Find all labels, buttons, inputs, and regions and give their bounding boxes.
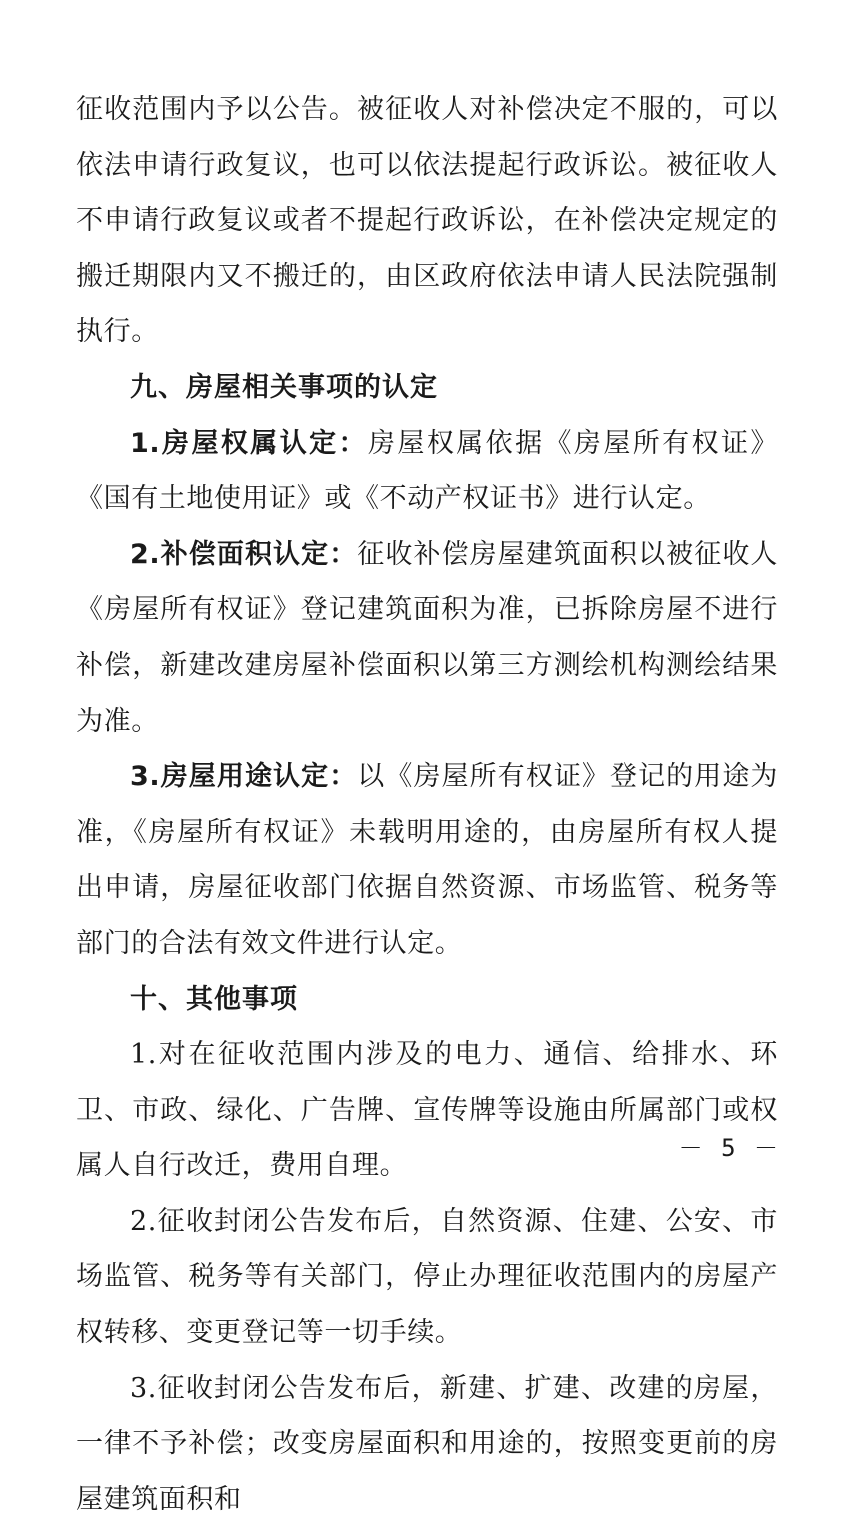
section-ten-item-3: 3.征收封闭公告发布后，新建、扩建、改建的房屋，一律不予补偿；改变房屋面积和用途的，按照变更前的房屋建筑面积和 bbox=[76, 1372, 778, 1515]
item-label: 3.房屋用途认定： bbox=[130, 761, 358, 793]
item-text: 征收补偿房屋建筑面积以被征收人《房屋所有权证》登记建筑面积为准，已拆除房屋不进行补偿，新建改建房屋补偿面积以第三方测绘机构测绘结果为准。 bbox=[76, 538, 778, 737]
section-nine-heading: 九、房屋相关事项的认定 bbox=[130, 371, 438, 403]
item-text: 房屋权属依据《房屋所有权证》《国有土地使用证》或《不动产权证书》进行认定。 bbox=[76, 427, 778, 515]
item-label: 1.房屋权属认定： bbox=[130, 427, 368, 459]
section-ten-item-1: 1.对在征收范围内涉及的电力、通信、给排水、环卫、市政、绿化、广告牌、宣传牌等设施由所属部门或权属人自行改迁，费用自理。 bbox=[76, 1039, 778, 1182]
opening-paragraph: 征收范围内予以公告。被征收人对补偿决定不服的，可以依法申请行政复议，也可以依法提起行政诉讼。被征收人不申请行政复议或者不提起行政诉讼，在补偿决定规定的搬迁期限内又不搬迁的，由区政府依法申请人民法院强制执行。 bbox=[76, 94, 778, 348]
item-label: 2.补偿面积认定： bbox=[130, 538, 358, 570]
page-number: － 5 － bbox=[678, 1134, 780, 1162]
section-nine-item-3 bbox=[76, 749, 778, 971]
section-ten-item-2: 2.征收封闭公告发布后，自然资源、住建、公安、市场监管、税务等有关部门，停止办理征收范围内的房屋产权转移、变更登记等一切手续。 bbox=[76, 1205, 778, 1349]
item-text: 以《房屋所有权证》登记的用途为准，《房屋所有权证》未载明用途的，由房屋所有权人提出申请，房屋征收部门依据自然资源、市场监管、税务等部门的合法有效文件进行认定。 bbox=[76, 761, 778, 959]
section-nine-item-1 bbox=[76, 416, 778, 527]
section-nine-item-2 bbox=[76, 527, 778, 749]
document-body bbox=[76, 82, 778, 1527]
section-ten-heading: 十、其他事项 bbox=[130, 983, 298, 1015]
